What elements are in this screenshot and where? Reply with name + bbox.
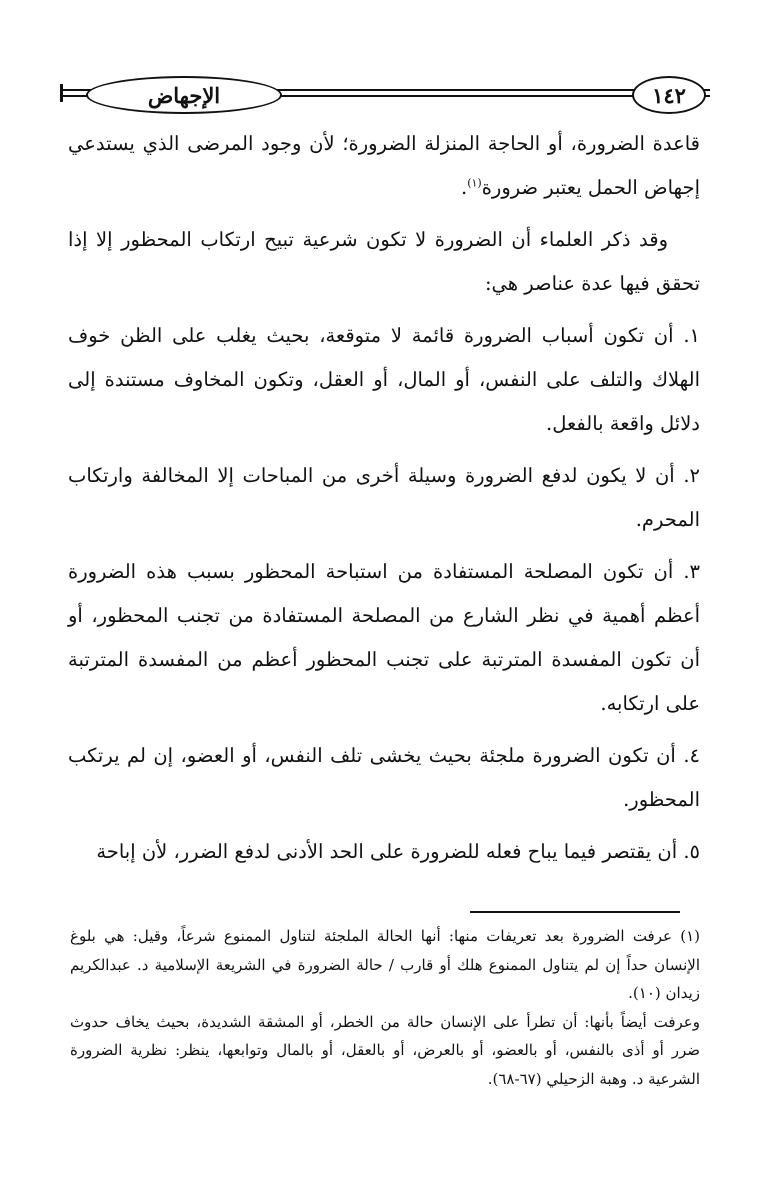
running-header xyxy=(60,76,710,114)
list-item-text: أن تكون الضرورة ملجئة بحيث يخشى تلف النفس، أو العضو، إن لم يرتكب المحظور. xyxy=(68,744,700,811)
list-item xyxy=(68,314,700,446)
list-item-number: ٢. xyxy=(683,464,700,487)
intro-text: قاعدة الضرورة، أو الحاجة المنزلة الضرورة؛ لأن وجود المرضى الذي يستدعي إجهاض الحمل يعتبر ضرورة xyxy=(68,132,700,199)
list-item xyxy=(68,734,700,822)
list-item-number: ٤. xyxy=(683,744,700,767)
body-text xyxy=(68,122,700,874)
list-item-number: ١. xyxy=(683,324,700,347)
list-item-text: أن تكون المصلحة المستفادة من استباحة المحظور بسبب هذه الضرورة أعظم أهمية في نظر الشارع من المصلحة المستفادة من تجنب المحظور، أو أن تكون المفسدة المترتبة على تجنب المحظور أعظم من المفسدة المترتبة على ارتكابه. xyxy=(68,560,700,715)
list-item xyxy=(68,454,700,542)
list-item-text: أن لا يكون لدفع الضرورة وسيلة أخرى من المباحات إلا المخالفة وارتكاب المحرم. xyxy=(68,464,700,531)
footnotes xyxy=(70,922,700,1093)
intro-end: . xyxy=(460,176,468,199)
list-item-text: أن يقتصر فيما يباح فعله للضرورة على الحد الأدنى لدفع الضرر، لأن إباحة xyxy=(96,840,678,863)
conditions-intro-paragraph: وقد ذكر العلماء أن الضرورة لا تكون شرعية تبيح ارتكاب المحظور إلا إذا تحقق فيها عدة عناصر هي: xyxy=(68,228,700,295)
intro-paragraph xyxy=(68,122,700,210)
chapter-title: الإجهاض xyxy=(86,76,282,114)
footnote-separator xyxy=(470,911,680,913)
list-item-text: أن تكون أسباب الضرورة قائمة لا متوقعة، بحيث يغلب على الظن خوف الهلاك والتلف على النفس، أو المال، أو العقل، وتكون المخاوف مستندة إلى دلائل واقعة بالفعل. xyxy=(68,324,700,435)
list-item-number: ٥. xyxy=(683,840,700,863)
list-item xyxy=(68,830,700,874)
list-item-number: ٣. xyxy=(683,560,700,583)
footnote-1-continued: وعرفت أيضاً بأنها: أن تطرأ على الإنسان حالة من الخطر، أو المشقة الشديدة، بحيث يخاف حدوث ضرر أو أذى بالنفس، أو بالعضو، أو بالعرض، أو بالعقل، أو بالمال وتوابعها، ينظر: نظرية الضرورة الشرعية د. وهبة الزحيلي (٦٧-٦٨). xyxy=(70,1012,700,1088)
page-number: ١٤٢ xyxy=(632,76,706,114)
header-rule-cap xyxy=(60,84,63,102)
list-item xyxy=(68,550,700,726)
footnote-ref-1: (١) xyxy=(467,176,482,190)
footnote-1: (١) عرفت الضرورة بعد تعريفات منها: أنها الحالة الملجئة لتناول الممنوع شرعاً، وقيل: هي بلوغ الإنسان حداً إن لم يتناول الممنوع هلك أو قارب / حالة الضرورة في الشريعة الإسلامية د. عبدالكريم زيدان (١٠). xyxy=(70,927,700,1002)
